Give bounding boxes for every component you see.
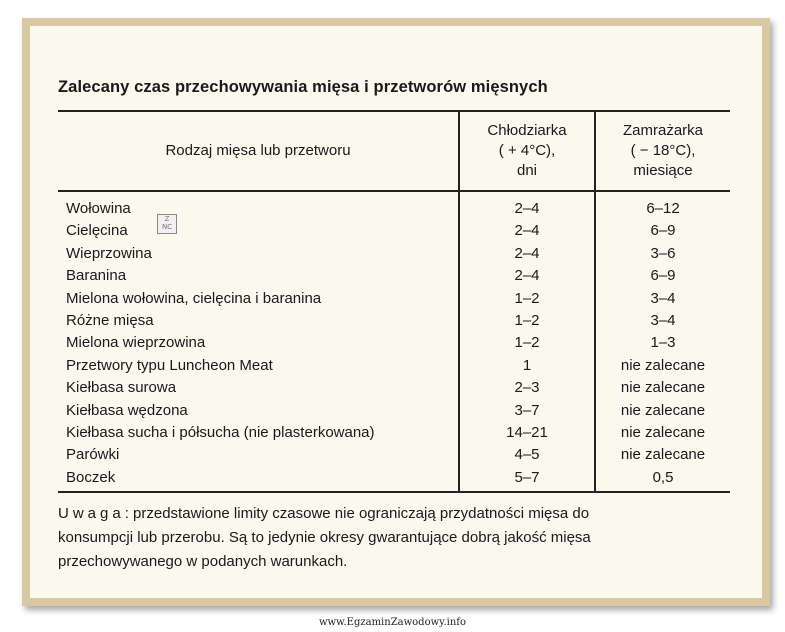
note-line-3: przechowywanego w podanych warunkach.	[58, 553, 348, 570]
row-freezer-cell: 3–6	[595, 243, 730, 265]
row-name-cell: Cielęcina	[66, 222, 128, 240]
header-freezer-line-3: miesiące	[633, 162, 693, 179]
table-row	[58, 444, 730, 466]
header-freezer-line-1: Zamrażarka	[622, 122, 704, 139]
document-page	[30, 26, 762, 598]
header-fridge-line-2: ( + 4°C),	[498, 142, 556, 159]
row-fridge-cell: 4–5	[459, 444, 595, 466]
table-row	[58, 400, 730, 422]
table-title: Zalecany czas przechowywania mięsa i przetworów mięsnych	[58, 78, 548, 96]
header-fridge	[459, 111, 595, 191]
row-fridge-cell: 2–3	[459, 377, 595, 399]
row-freezer-cell: nie zalecane	[595, 444, 730, 466]
row-freezer-cell: 6–9	[595, 220, 730, 242]
row-name-cell: Przetwory typu Luncheon Meat	[66, 356, 273, 374]
header-freezer-line-2: ( − 18°C),	[630, 142, 696, 159]
row-name-cell: Parówki	[66, 446, 120, 464]
table-row	[58, 467, 730, 492]
row-fridge-cell: 3–7	[459, 400, 595, 422]
row-name-cell: Kiełbasa sucha i półsucha (nie plasterkowana)	[66, 424, 375, 442]
table-body	[58, 191, 730, 492]
header-fridge-line-3: dni	[516, 162, 538, 179]
row-name-cell: Boczek	[58, 467, 459, 492]
row-name-cell: Wołowina	[66, 200, 131, 217]
row-name-cell: Różne mięsa	[66, 312, 154, 330]
row-freezer-cell: 3–4	[595, 310, 730, 332]
table-row	[58, 377, 730, 399]
watermark-stamp-icon: Z NC	[157, 214, 177, 234]
row-name-cell: Kiełbasa surowa	[66, 379, 177, 397]
table-row	[58, 243, 730, 265]
document-frame	[22, 18, 770, 606]
row-fridge-cell: 1–2	[459, 332, 595, 354]
row-freezer-cell: nie zalecane	[595, 355, 730, 377]
header-freezer	[595, 111, 730, 191]
note-line-1: Uwaga: przedstawione limity czasowe nie ograniczają przydatności mięsa do	[58, 505, 590, 522]
row-fridge-cell: 2–4	[459, 243, 595, 265]
storage-table	[58, 110, 730, 493]
row-freezer-cell: 3–4	[595, 288, 730, 310]
row-fridge-cell: 14–21	[459, 422, 595, 444]
header-fridge-line-1: Chłodziarka	[487, 122, 567, 139]
table-row	[58, 422, 730, 444]
row-fridge-cell: 1–2	[459, 288, 595, 310]
table-row	[58, 288, 730, 310]
row-freezer-cell: 1–3	[595, 332, 730, 354]
note-label: Uwaga	[58, 505, 125, 522]
note-paragraph	[58, 502, 738, 574]
row-freezer-cell: nie zalecane	[595, 422, 730, 444]
row-freezer-cell: 0,5	[595, 467, 730, 492]
row-name-cell: Baranina	[66, 267, 127, 285]
row-freezer-cell: 6–9	[595, 265, 730, 287]
site-footer: www.EgzaminZawodowy.info	[318, 617, 467, 628]
row-fridge-cell: 2–4	[459, 191, 595, 220]
row-freezer-cell: 6–12	[595, 191, 730, 220]
row-fridge-cell: 5–7	[459, 467, 595, 492]
table-row	[58, 310, 730, 332]
row-name-cell: Wieprzowina	[66, 244, 152, 262]
table-row	[58, 265, 730, 287]
table-row	[58, 332, 730, 354]
table-row	[58, 355, 730, 377]
row-fridge-cell: 1	[459, 355, 595, 377]
row-freezer-cell: nie zalecane	[595, 377, 730, 399]
row-fridge-cell: 2–4	[459, 220, 595, 242]
header-meat-type: Rodzaj mięsa lub przetworu	[58, 111, 459, 191]
row-name-cell: Mielona wieprzowina	[66, 334, 206, 352]
row-name-cell: Kiełbasa wędzona	[66, 401, 188, 419]
row-fridge-cell: 1–2	[459, 310, 595, 332]
row-name-cell: Mielona wołowina, cielęcina i baranina	[66, 289, 322, 307]
note-line-2: konsumpcji lub przerobu. Są to jedynie okresy gwarantujące dobrą jakość mięsa	[58, 529, 591, 546]
row-fridge-cell: 2–4	[459, 265, 595, 287]
row-freezer-cell: nie zalecane	[595, 400, 730, 422]
table-header-row	[58, 111, 730, 191]
